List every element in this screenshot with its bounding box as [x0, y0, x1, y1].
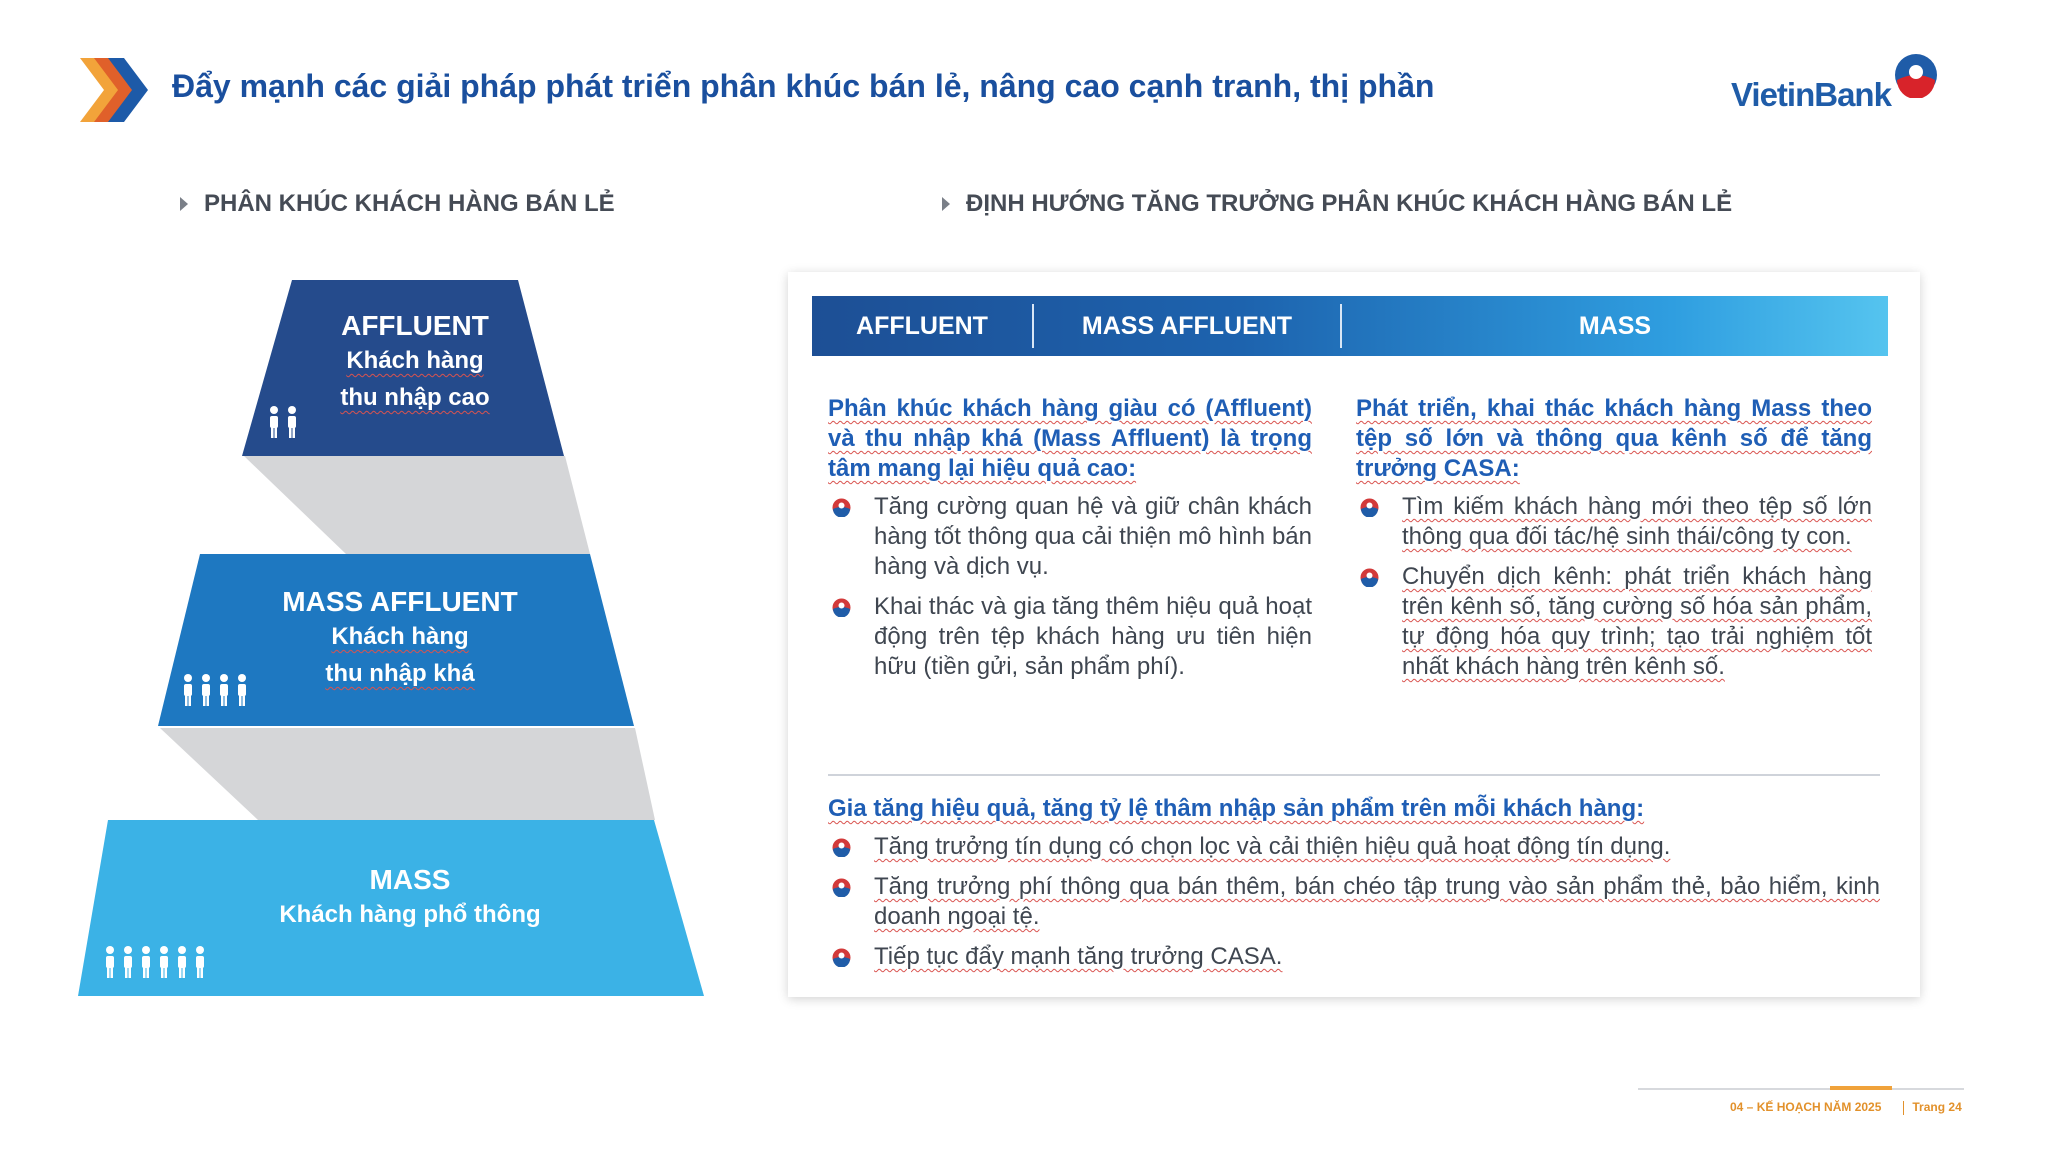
footer-accent-rule — [1830, 1086, 1892, 1090]
tier-affluent-desc-1: Khách hàng — [346, 347, 484, 374]
header-mass-affluent: MASS AFFLUENT — [1081, 311, 1293, 340]
bullet-emblem-icon — [1360, 498, 1379, 517]
product-penetration-block — [828, 794, 1880, 982]
growth-direction-card — [788, 272, 1920, 997]
tier-mass-affluent-name: MASS AFFLUENT — [282, 586, 518, 617]
brand-wordmark: VietinBank — [1731, 76, 1891, 113]
header-mass: MASS — [1578, 311, 1652, 340]
left-section-heading — [180, 190, 615, 218]
tier-mass-name: MASS — [369, 864, 451, 895]
bullet-emblem-icon — [832, 598, 851, 617]
pyramid-connector — [244, 456, 590, 554]
footer-separator — [1903, 1101, 1904, 1115]
bullet-emblem-icon — [832, 838, 851, 857]
page-title: Đẩy mạnh các giải pháp phát triển phân khúc bán lẻ, nâng cao cạnh tranh, thị phần — [172, 68, 1435, 104]
affluent-strategy-column — [828, 394, 1312, 692]
right-section-heading — [942, 190, 1732, 218]
triangle-bullet-icon — [180, 197, 188, 211]
list-item — [828, 832, 1880, 862]
vietinbank-logo — [1725, 52, 1945, 122]
tier-affluent-name: AFFLUENT — [341, 310, 489, 341]
list-item — [828, 872, 1880, 932]
bullet-emblem-icon — [832, 498, 851, 517]
chevron-arrows-logo-icon — [80, 58, 150, 122]
tier-mass-affluent-label — [260, 586, 540, 692]
list-item-text: Tăng trưởng tín dụng có chọn lọc và cải thiện hiệu quả hoạt động tín dụng. — [874, 833, 1671, 860]
header-affluent: AFFLUENT — [856, 311, 988, 340]
affluent-strategy-list — [828, 492, 1312, 682]
customer-segment-pyramid — [70, 276, 720, 1006]
footer-section-label: 04 – KẾ HOẠCH NĂM 2025 — [1730, 1100, 1882, 1114]
bullet-emblem-icon — [832, 878, 851, 897]
product-penetration-lead: Gia tăng hiệu quả, tăng tỷ lệ thâm nhập sản phẩm trên mỗi khách hàng: — [828, 795, 1645, 822]
page-number: Trang 24 — [1912, 1100, 1962, 1114]
footer — [1730, 1100, 1962, 1115]
tier-mass-affluent-desc-1: Khách hàng — [331, 623, 469, 650]
tier-mass-affluent-desc-2: thu nhập khá — [325, 660, 475, 687]
pyramid-connector — [160, 728, 655, 820]
list-item-text: Chuyển dịch kênh: phát triển khách hàng trên kênh số, tăng cường số hóa sản phẩm, tự động hóa quy trình; tạo trải nghiệm tốt nhất khách hàng trên kênh số. — [1402, 563, 1872, 680]
list-item — [828, 942, 1880, 972]
list-item-text: Tìm kiếm khách hàng mới theo tệp số lớn thông qua đối tác/hệ sinh thái/công ty con. — [1402, 493, 1872, 550]
tier-affluent-label — [290, 310, 540, 416]
left-section-heading-text: PHÂN KHÚC KHÁCH HÀNG BÁN LẺ — [204, 190, 615, 217]
tier-mass-desc: Khách hàng phổ thông — [279, 901, 541, 928]
affluent-strategy-lead: Phân khúc khách hàng giàu có (Affluent) và thu nhập khá (Mass Affluent) là trọng tâm mang lại hiệu quả cao: — [828, 395, 1312, 482]
bullet-emblem-icon — [1360, 568, 1379, 587]
list-item-text: Tiếp tục đẩy mạnh tăng trưởng CASA. — [874, 943, 1283, 970]
vietinbank-emblem-icon — [1893, 52, 1939, 98]
bullet-emblem-icon — [832, 948, 851, 967]
list-item — [1356, 492, 1872, 552]
footer-rule — [1638, 1088, 1964, 1090]
mass-strategy-list — [1356, 492, 1872, 682]
right-section-heading-text: ĐỊNH HƯỚNG TĂNG TRƯỞNG PHÂN KHÚC KHÁCH HÀNG BÁN LẺ — [966, 190, 1733, 217]
mass-strategy-column — [1356, 394, 1872, 692]
product-penetration-list — [828, 832, 1880, 972]
mass-strategy-lead: Phát triển, khai thác khách hàng Mass theo tệp số lớn và thông qua kênh số để tăng trưởng CASA: — [1356, 395, 1872, 482]
tier-affluent-desc-2: thu nhập cao — [340, 384, 490, 411]
card-divider — [828, 774, 1880, 776]
list-item — [828, 492, 1312, 582]
list-item — [828, 592, 1312, 682]
segment-header-bar — [812, 296, 1888, 356]
list-item-text: Tăng trưởng phí thông qua bán thêm, bán chéo tập trung vào sản phẩm thẻ, bảo hiểm, kinh doanh ngoại tệ. — [874, 873, 1880, 930]
list-item — [1356, 562, 1872, 682]
tier-mass-label — [250, 864, 570, 933]
list-item-text: Khai thác và gia tăng thêm hiệu quả hoạt động trên tệp khách hàng ưu tiên hiện hữu (tiền gửi, sản phẩm phí). — [874, 593, 1312, 680]
list-item-text: Tăng cường quan hệ và giữ chân khách hàng tốt thông qua cải thiện mô hình bán hàng và dịch vụ. — [874, 493, 1312, 580]
triangle-bullet-icon — [942, 197, 950, 211]
